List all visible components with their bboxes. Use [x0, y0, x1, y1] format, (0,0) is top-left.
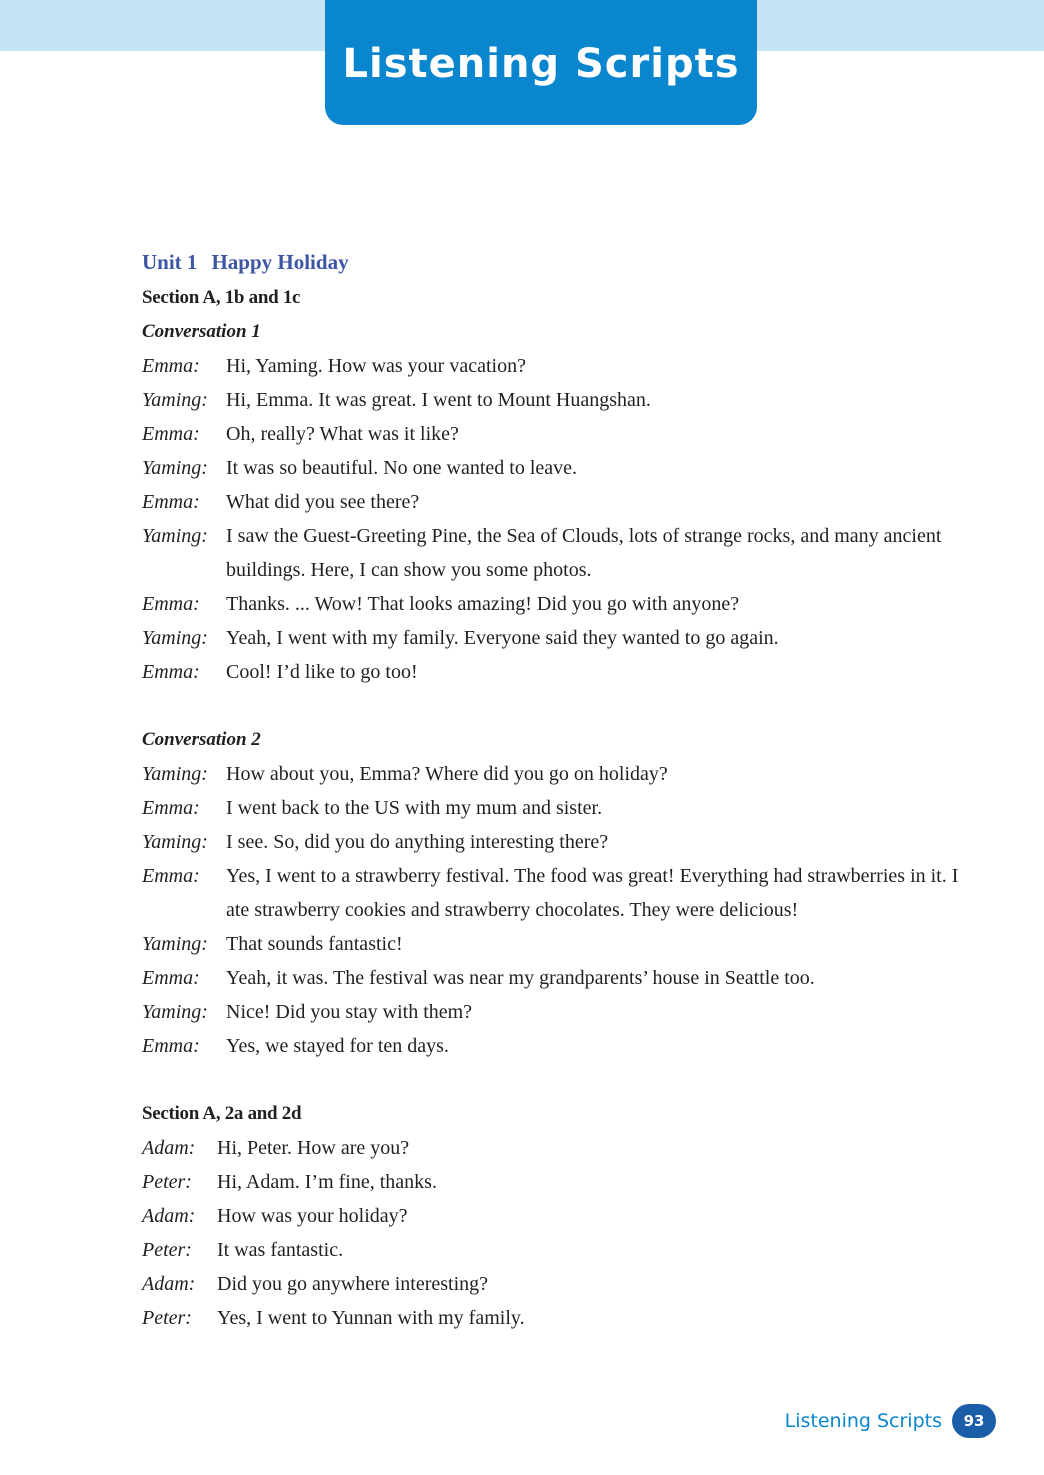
unit-heading [142, 247, 962, 281]
speaker-label: Yaming: [142, 831, 208, 853]
dialogue-text: Thanks. ... Wow! That looks amazing! Did you go with anyone? [226, 593, 740, 615]
conversation-title: Conversation 2 [142, 729, 261, 750]
page-title: Listening Scripts [342, 40, 740, 87]
dialogue-line [142, 519, 962, 587]
speaker-label: Adam: [142, 1137, 196, 1159]
dialogue-line [142, 383, 962, 417]
speaker-label: Yaming: [142, 1001, 208, 1023]
dialogue-text: Yes, I went to a strawberry festival. The food was great! Everything had strawberries in it. I ate strawberry cookies and strawberry chocolates. They were delicious! [226, 865, 959, 921]
unit-name: Happy Holiday [211, 250, 349, 274]
section-heading: Section A, 2a and 2d [142, 1103, 302, 1124]
speaker-label: Emma: [142, 355, 200, 377]
dialogue-line [142, 961, 962, 995]
dialogue-line [142, 927, 962, 961]
dialogue-text: Nice! Did you stay with them? [226, 1001, 473, 1023]
dialogue-text: Yeah, I went with my family. Everyone said they wanted to go again. [226, 627, 779, 649]
page-footer [785, 1404, 996, 1438]
dialogue-line [142, 587, 962, 621]
dialogue-text: That sounds fantastic! [226, 933, 403, 955]
dialogue-text: Hi, Adam. I’m fine, thanks. [217, 1171, 437, 1193]
speaker-label: Peter: [142, 1239, 192, 1261]
dialogue-text: Oh, really? What was it like? [226, 423, 459, 445]
speaker-label: Adam: [142, 1273, 196, 1295]
dialogue-line [142, 655, 962, 689]
dialogue-line [142, 1267, 962, 1301]
dialogue-text: I went back to the US with my mum and sister. [226, 797, 603, 819]
dialogue-lines [142, 349, 962, 689]
footer-label: Listening Scripts [784, 1410, 942, 1432]
speaker-label: Yaming: [142, 763, 208, 785]
conversation-1 [142, 315, 962, 689]
dialogue-line [142, 791, 962, 825]
header-tab [325, 0, 757, 125]
dialogue-text: Hi, Peter. How are you? [217, 1137, 410, 1159]
speaker-label: Yaming: [142, 627, 208, 649]
dialogue-lines [142, 1131, 962, 1335]
speaker-label: Peter: [142, 1171, 192, 1193]
dialogue-line [142, 1301, 962, 1335]
dialogue-line [142, 1131, 962, 1165]
dialogue-line [142, 995, 962, 1029]
dialogue-text: Yes, I went to Yunnan with my family. [217, 1307, 525, 1329]
dialogue-text: I see. So, did you do anything interesting there? [226, 831, 609, 853]
speaker-label: Yaming: [142, 525, 208, 547]
speaker-label: Yaming: [142, 933, 208, 955]
speaker-label: Emma: [142, 797, 200, 819]
dialogue-line [142, 757, 962, 791]
dialogue-line [142, 349, 962, 383]
dialogue-text: Yes, we stayed for ten days. [226, 1035, 449, 1057]
speaker-label: Adam: [142, 1205, 196, 1227]
dialogue-line [142, 1233, 962, 1267]
dialogue-line [142, 859, 962, 927]
unit-number: Unit 1 [142, 250, 198, 274]
dialogue-line [142, 1165, 962, 1199]
speaker-label: Emma: [142, 423, 200, 445]
speaker-label: Emma: [142, 491, 200, 513]
section-2a-2d [142, 1097, 962, 1335]
speaker-label: Peter: [142, 1307, 192, 1329]
section-heading: Section A, 1b and 1c [142, 287, 301, 308]
conversation-2 [142, 723, 962, 1063]
speaker-label: Emma: [142, 1035, 200, 1057]
dialogue-text: Hi, Emma. It was great. I went to Mount Huangshan. [226, 389, 651, 411]
speaker-label: Yaming: [142, 457, 208, 479]
script-content [142, 247, 962, 1335]
speaker-label: Emma: [142, 661, 200, 683]
speaker-label: Yaming: [142, 389, 208, 411]
dialogue-line [142, 485, 962, 519]
dialogue-text: Hi, Yaming. How was your vacation? [226, 355, 526, 377]
dialogue-line [142, 417, 962, 451]
dialogue-line [142, 1199, 962, 1233]
dialogue-text: It was so beautiful. No one wanted to leave. [226, 457, 578, 479]
dialogue-text: Yeah, it was. The festival was near my grandparents’ house in Seattle too. [226, 967, 815, 989]
dialogue-lines [142, 757, 962, 1063]
speaker-label: Emma: [142, 967, 200, 989]
conversation-title: Conversation 1 [142, 321, 261, 342]
page-number: 93 [952, 1404, 996, 1438]
dialogue-text: Cool! I’d like to go too! [226, 661, 418, 683]
dialogue-text: How about you, Emma? Where did you go on holiday? [226, 763, 668, 785]
dialogue-line [142, 825, 962, 859]
dialogue-line [142, 1029, 962, 1063]
dialogue-text: What did you see there? [226, 491, 420, 513]
dialogue-text: It was fantastic. [217, 1239, 344, 1261]
dialogue-line [142, 621, 962, 655]
speaker-label: Emma: [142, 865, 200, 887]
dialogue-text: Did you go anywhere interesting? [217, 1273, 489, 1295]
speaker-label: Emma: [142, 593, 200, 615]
dialogue-text: How was your holiday? [217, 1205, 408, 1227]
dialogue-text: I saw the Guest-Greeting Pine, the Sea of Clouds, lots of strange rocks, and many ancient buildings. Here, I can show you some photos. [226, 525, 942, 581]
dialogue-line [142, 451, 962, 485]
